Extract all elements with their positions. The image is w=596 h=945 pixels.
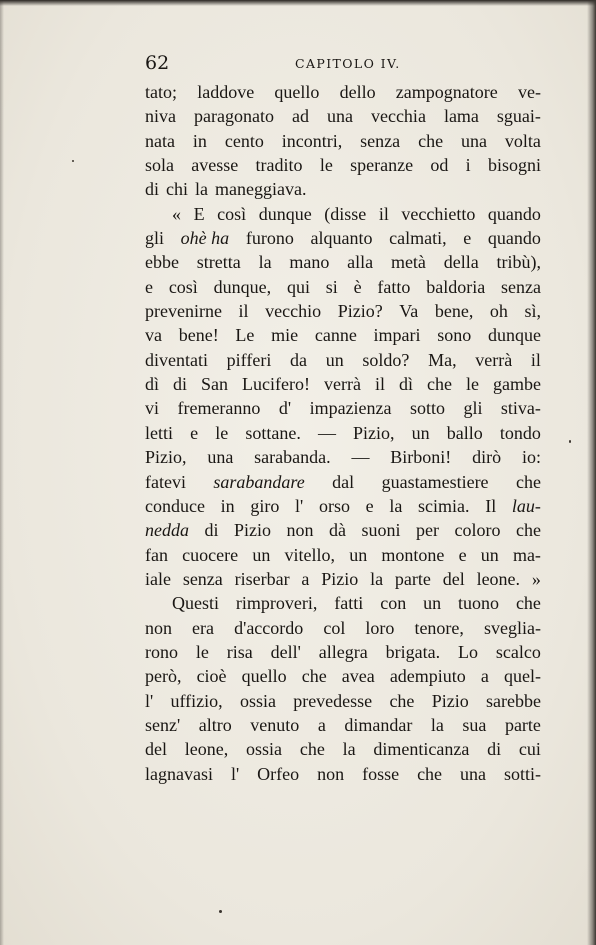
text-line <box>145 421 541 445</box>
word: letti <box>145 422 173 443</box>
word: a <box>317 714 326 735</box>
text-line <box>145 470 541 494</box>
word: e <box>145 276 153 297</box>
word: sguai- <box>496 106 541 127</box>
word: paragonato <box>194 106 274 127</box>
word: oh <box>489 301 508 322</box>
word: calmati, <box>389 228 447 249</box>
ink-speck <box>219 910 222 913</box>
word: e <box>190 422 199 443</box>
word: Lucifero! <box>242 374 310 395</box>
word: vecchia <box>370 106 426 127</box>
word: e <box>365 495 374 516</box>
word: pifferi <box>226 349 272 370</box>
word: quando <box>487 228 541 249</box>
word: sarabandare <box>213 471 305 492</box>
word: vi <box>145 398 160 419</box>
word: senza <box>182 568 223 589</box>
word: l' <box>145 690 154 711</box>
word: le <box>215 422 229 443</box>
word: gli <box>463 398 483 419</box>
word: ossia <box>246 739 283 760</box>
word: nata <box>145 130 175 151</box>
word: Il <box>485 495 497 516</box>
word: fatevi <box>145 471 186 492</box>
word: con <box>380 593 407 614</box>
word: va <box>145 325 162 346</box>
word: mano <box>289 252 330 273</box>
word: alquanto <box>310 228 373 249</box>
word: cuocere <box>182 544 239 565</box>
word: — <box>351 447 370 468</box>
text-line <box>145 323 541 347</box>
word: rimproveri, <box>235 593 318 614</box>
word: del <box>442 568 465 589</box>
word: chi <box>166 179 189 200</box>
word: non <box>145 617 172 638</box>
word: la <box>195 179 209 200</box>
word: quello <box>241 666 287 687</box>
word: fremeranno <box>177 398 261 419</box>
word: niva <box>145 106 176 127</box>
word: una <box>460 130 487 151</box>
word: la <box>258 252 272 273</box>
word: fatti <box>334 593 364 614</box>
text-line <box>145 445 541 469</box>
word: un <box>325 349 344 370</box>
page-top-shadow <box>0 0 596 6</box>
word: qui <box>286 276 310 297</box>
word: un <box>423 593 442 614</box>
word: adempiuto <box>389 666 466 687</box>
ink-speck <box>72 160 74 162</box>
text-line <box>145 713 541 737</box>
text-line <box>145 153 541 177</box>
word: era <box>192 617 215 638</box>
word: senz' <box>145 714 181 735</box>
word: Questi <box>172 593 219 614</box>
word: sarabanda. <box>254 447 331 468</box>
word: guastamestiere <box>381 471 489 492</box>
word: così <box>168 276 198 297</box>
word: parte <box>394 568 431 589</box>
word: speranze <box>350 155 414 176</box>
word: bene, <box>434 301 474 322</box>
text-line <box>145 396 541 420</box>
ink-speck <box>569 440 571 443</box>
word: Pizio <box>321 568 359 589</box>
word: Lo <box>458 641 479 662</box>
word: venuto <box>250 714 300 735</box>
word: dimandar <box>344 714 413 735</box>
word: sotti- <box>503 763 541 784</box>
page-binding-shadow <box>587 0 596 945</box>
word: quel- <box>503 666 541 687</box>
word: che <box>418 130 444 151</box>
word: tondo <box>499 422 541 443</box>
word: una <box>460 763 487 784</box>
word: brigata. <box>385 641 441 662</box>
word: altro <box>198 714 232 735</box>
word: la <box>342 739 356 760</box>
word: una <box>207 447 234 468</box>
word: laddove <box>197 82 255 102</box>
word: dell' <box>270 641 301 662</box>
word: tuono <box>458 593 500 614</box>
word: tradito <box>255 155 303 176</box>
word: tenore, <box>414 617 464 638</box>
word: ve- <box>517 82 541 102</box>
word: in <box>220 495 235 516</box>
word: un <box>480 544 499 565</box>
word: conduce <box>145 495 205 516</box>
word: Pizio, <box>145 447 187 468</box>
word: dì <box>145 374 160 395</box>
word: baldoria <box>426 276 486 297</box>
word: col <box>323 617 346 638</box>
word: canne <box>314 325 357 346</box>
word: i <box>465 155 471 176</box>
word: e <box>463 228 472 249</box>
word: metà <box>390 252 426 273</box>
text-line <box>145 372 541 396</box>
word: ballo <box>446 422 483 443</box>
word: « <box>172 203 181 224</box>
word: Birboni! <box>390 447 452 468</box>
word: d' <box>278 398 292 419</box>
word: San <box>201 374 229 395</box>
word: io: <box>521 447 541 468</box>
word: impari <box>373 325 421 346</box>
word: non <box>317 763 345 784</box>
word: orso <box>318 495 350 516</box>
word: sola <box>145 155 174 176</box>
word: Orfeo <box>257 763 300 784</box>
word: vecchio <box>265 301 322 322</box>
word: le <box>465 374 479 395</box>
word: dunque, <box>213 276 272 297</box>
text-line <box>145 762 541 786</box>
word: nedda <box>145 520 189 541</box>
word: un <box>252 544 271 565</box>
word: gambe <box>492 374 541 395</box>
word: Pizio <box>234 520 272 541</box>
page-number: 62 <box>145 52 170 74</box>
word: dirò <box>472 447 502 468</box>
word: senza <box>501 276 541 297</box>
page-left-shadow <box>0 0 4 945</box>
word: dunque <box>258 203 312 224</box>
word: ad <box>291 106 309 127</box>
word: loro <box>365 617 395 638</box>
word: verrà <box>475 349 513 370</box>
text-line <box>145 250 541 274</box>
word: il <box>374 374 385 395</box>
word: vitello, <box>284 544 335 565</box>
word: maneggiava. <box>215 179 307 200</box>
word: la <box>370 568 384 589</box>
word: però, <box>145 666 182 687</box>
word: di <box>487 739 502 760</box>
word: del <box>145 739 167 760</box>
text-line <box>145 664 541 688</box>
word: scimia. <box>418 495 470 516</box>
word: da <box>290 349 308 370</box>
word: così <box>217 203 247 224</box>
word: lama <box>443 106 479 127</box>
word: che <box>389 690 415 711</box>
word: soldo? <box>362 349 410 370</box>
word: fosse <box>362 763 400 784</box>
word: si <box>325 276 338 297</box>
word: allegra <box>318 641 368 662</box>
word: lau- <box>511 495 541 516</box>
word: avea <box>341 666 375 687</box>
word: — <box>317 422 336 443</box>
word: giro <box>250 495 280 516</box>
word: ebbe <box>145 252 179 273</box>
word: Pizio, <box>353 422 395 443</box>
word: l' <box>295 495 304 516</box>
word: E <box>193 203 205 224</box>
word: suoni <box>361 520 401 541</box>
body-text <box>145 80 541 786</box>
word: prevenirne <box>145 301 222 322</box>
text-line <box>145 640 541 664</box>
word: dì <box>398 374 413 395</box>
word: coloro <box>454 520 501 541</box>
word: sì, <box>524 301 541 322</box>
word: la <box>389 495 403 516</box>
word: (disse <box>324 203 367 224</box>
word: sveglia- <box>483 617 541 638</box>
word: cui <box>518 739 541 760</box>
word: la <box>430 714 444 735</box>
word: dello <box>339 82 376 102</box>
word: Pizio? <box>337 301 383 322</box>
word: vecchietto <box>401 203 476 224</box>
word: rono <box>145 641 178 662</box>
word: risa <box>226 641 253 662</box>
word: prevedesse <box>293 690 373 711</box>
word: montone <box>381 544 445 565</box>
word: leone, <box>184 739 229 760</box>
word: a <box>480 666 489 687</box>
word: che <box>427 374 452 395</box>
word: dà <box>329 520 347 541</box>
text-line <box>145 616 541 640</box>
word: bisogni <box>487 155 541 176</box>
word: il <box>238 301 249 322</box>
word: non <box>286 520 314 541</box>
page-header <box>145 52 541 76</box>
word: Pizio <box>431 690 469 711</box>
word: è <box>353 276 362 297</box>
word: leone. <box>476 568 521 589</box>
word: parte <box>504 714 541 735</box>
word: diventati <box>145 349 208 370</box>
running-head: CAPITOLO IV. <box>295 56 401 71</box>
word: fatto <box>377 276 411 297</box>
word: sarebbe <box>485 690 541 711</box>
word: sotto <box>409 398 445 419</box>
word: stretta <box>196 252 241 273</box>
word: avesse <box>191 155 239 176</box>
text-line <box>145 299 541 323</box>
text-line <box>145 348 541 372</box>
word: fan <box>145 544 168 565</box>
word: sono <box>437 325 472 346</box>
word: verrà <box>324 374 361 395</box>
word: che <box>301 666 327 687</box>
word: il <box>530 349 541 370</box>
word: una <box>326 106 353 127</box>
word: cento <box>224 130 264 151</box>
text-line <box>145 591 541 615</box>
text-line <box>145 226 541 250</box>
word: le <box>319 155 333 176</box>
word: della <box>443 252 479 273</box>
word: quello <box>274 82 320 102</box>
word: alla <box>347 252 374 273</box>
word: dimenticanza <box>373 739 470 760</box>
word: in <box>192 130 207 151</box>
word: sottane. <box>245 422 301 443</box>
text-line <box>145 129 541 153</box>
text-line <box>145 737 541 761</box>
word: incontri, <box>281 130 343 151</box>
word: un <box>349 544 368 565</box>
word: gli <box>145 228 165 249</box>
text-line <box>145 275 541 299</box>
text-line <box>145 80 541 104</box>
word: od <box>430 155 449 176</box>
word: zampognatore <box>395 82 498 102</box>
word: dal <box>332 471 355 492</box>
word: mie <box>271 325 299 346</box>
word: ossia <box>239 690 276 711</box>
word: e <box>458 544 467 565</box>
word: riserbar <box>234 568 290 589</box>
text-line <box>145 518 541 542</box>
word: Va <box>399 301 419 322</box>
word: quando <box>487 203 541 224</box>
word: di <box>204 520 219 541</box>
word: dunque <box>487 325 541 346</box>
word: » <box>531 568 541 589</box>
word: ma- <box>512 544 541 565</box>
word: furono <box>245 228 294 249</box>
word: scalco <box>495 641 541 662</box>
text-line <box>145 494 541 518</box>
word: a <box>301 568 310 589</box>
text-line <box>145 104 541 128</box>
word: lagnavasi <box>145 763 213 784</box>
text-line <box>145 689 541 713</box>
word: per <box>416 520 440 541</box>
word: uffizio, <box>170 690 223 711</box>
word: Le <box>235 325 255 346</box>
word: di <box>173 374 188 395</box>
word: l' <box>230 763 240 784</box>
word: di <box>145 179 160 200</box>
text-line <box>145 177 541 201</box>
text-line <box>145 543 541 567</box>
word: un <box>411 422 430 443</box>
word: ohè ha <box>180 228 230 249</box>
word: il <box>378 203 389 224</box>
word: che <box>299 739 325 760</box>
word: d'accordo <box>234 617 304 638</box>
word: bene! <box>178 325 219 346</box>
text-line <box>145 202 541 226</box>
word: che <box>515 471 541 492</box>
word: tato; <box>145 82 177 102</box>
word: cioè <box>196 666 227 687</box>
word: senza <box>360 130 401 151</box>
word: stiva- <box>500 398 541 419</box>
word: iale <box>145 568 171 589</box>
word: tribù), <box>496 252 541 273</box>
word: che <box>417 763 443 784</box>
word: Ma, <box>428 349 457 370</box>
word: le <box>195 641 209 662</box>
word: sua <box>462 714 487 735</box>
word: che <box>515 593 541 614</box>
word: impazienza <box>309 398 392 419</box>
text-line <box>145 567 541 591</box>
word: volta <box>504 130 541 151</box>
word: che <box>516 520 541 541</box>
